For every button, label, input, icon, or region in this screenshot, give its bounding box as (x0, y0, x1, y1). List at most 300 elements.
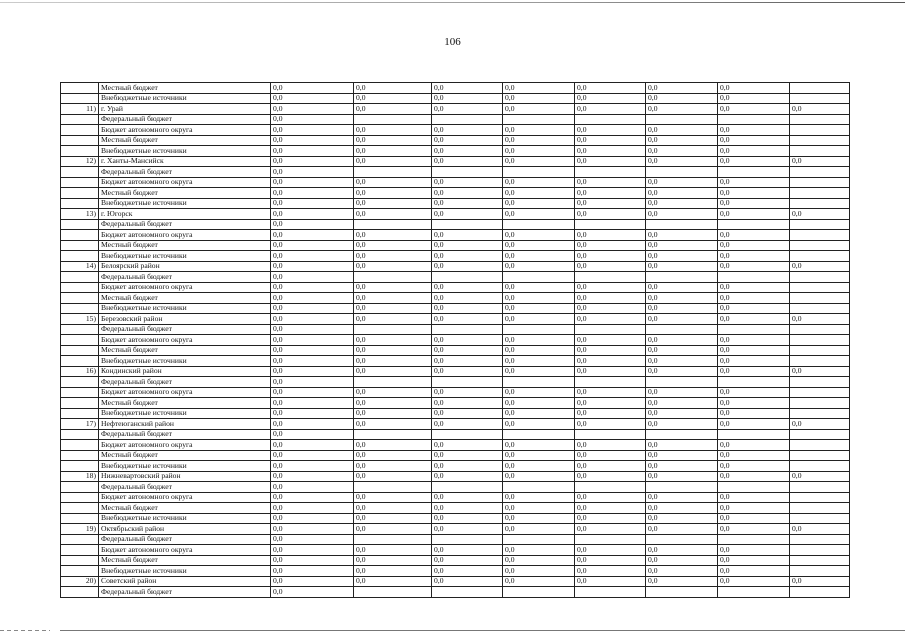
row-number (61, 240, 99, 251)
row-name: Бюджет автономного округа (99, 335, 271, 346)
value-cell: 0,0 (575, 230, 646, 241)
value-cell: 0,0 (271, 555, 354, 566)
value-cell (790, 188, 850, 199)
row-number (61, 125, 99, 136)
value-cell: 0,0 (432, 261, 503, 272)
value-cell: 0,0 (646, 513, 718, 524)
table-row (61, 440, 850, 451)
table-row (61, 93, 850, 104)
value-cell: 0,0 (432, 146, 503, 157)
value-cell (790, 503, 850, 514)
value-cell: 0,0 (354, 566, 432, 577)
row-name: Федеральный бюджет (99, 587, 271, 598)
value-cell: 0,0 (271, 419, 354, 430)
value-cell: 0,0 (790, 209, 850, 220)
value-cell (354, 167, 432, 178)
table-row (61, 104, 850, 115)
row-name: Местный бюджет (99, 240, 271, 251)
value-cell: 0,0 (718, 408, 790, 419)
value-cell: 0,0 (432, 188, 503, 199)
row-number (61, 219, 99, 230)
value-cell: 0,0 (575, 261, 646, 272)
value-cell: 0,0 (646, 419, 718, 430)
row-number (61, 513, 99, 524)
row-number (61, 188, 99, 199)
value-cell: 0,0 (271, 398, 354, 409)
value-cell: 0,0 (271, 83, 354, 94)
value-cell: 0,0 (432, 135, 503, 146)
value-cell: 0,0 (503, 335, 575, 346)
value-cell: 0,0 (646, 230, 718, 241)
value-cell: 0,0 (646, 503, 718, 514)
value-cell (575, 429, 646, 440)
value-cell: 0,0 (354, 282, 432, 293)
value-cell: 0,0 (575, 135, 646, 146)
row-number (61, 440, 99, 451)
value-cell: 0,0 (718, 492, 790, 503)
value-cell: 0,0 (354, 387, 432, 398)
value-cell: 0,0 (575, 314, 646, 325)
value-cell: 0,0 (503, 356, 575, 367)
table-row (61, 240, 850, 251)
value-cell: 0,0 (271, 450, 354, 461)
value-cell: 0,0 (432, 408, 503, 419)
row-number (61, 356, 99, 367)
value-cell (790, 587, 850, 598)
value-cell: 0,0 (646, 408, 718, 419)
value-cell: 0,0 (718, 356, 790, 367)
table-row (61, 156, 850, 167)
value-cell: 0,0 (271, 566, 354, 577)
row-name: Внебюджетные источники (99, 408, 271, 419)
value-cell (790, 377, 850, 388)
value-cell (575, 219, 646, 230)
value-cell (790, 566, 850, 577)
value-cell: 0,0 (271, 240, 354, 251)
value-cell: 0,0 (271, 461, 354, 472)
value-cell (790, 146, 850, 157)
value-cell: 0,0 (432, 240, 503, 251)
table-row (61, 587, 850, 598)
value-cell: 0,0 (718, 398, 790, 409)
value-cell: 0,0 (432, 83, 503, 94)
value-cell: 0,0 (646, 566, 718, 577)
value-cell: 0,0 (718, 524, 790, 535)
row-number: 18) (61, 471, 99, 482)
table-row (61, 188, 850, 199)
value-cell: 0,0 (432, 513, 503, 524)
value-cell: 0,0 (575, 566, 646, 577)
value-cell: 0,0 (354, 503, 432, 514)
value-cell: 0,0 (503, 366, 575, 377)
value-cell (432, 587, 503, 598)
table-row (61, 345, 850, 356)
value-cell: 0,0 (354, 240, 432, 251)
value-cell (790, 135, 850, 146)
value-cell: 0,0 (354, 146, 432, 157)
value-cell (646, 377, 718, 388)
value-cell: 0,0 (575, 408, 646, 419)
row-name: Федеральный бюджет (99, 167, 271, 178)
value-cell: 0,0 (646, 83, 718, 94)
value-cell (718, 587, 790, 598)
value-cell (354, 482, 432, 493)
value-cell (790, 125, 850, 136)
value-cell (790, 345, 850, 356)
value-cell (790, 534, 850, 545)
value-cell: 0,0 (718, 240, 790, 251)
row-name: Бюджет автономного округа (99, 282, 271, 293)
value-cell: 0,0 (271, 471, 354, 482)
row-number (61, 503, 99, 514)
table-row (61, 177, 850, 188)
value-cell: 0,0 (575, 387, 646, 398)
value-cell (790, 251, 850, 262)
value-cell: 0,0 (575, 104, 646, 115)
value-cell: 0,0 (503, 345, 575, 356)
value-cell (432, 114, 503, 125)
value-cell (432, 324, 503, 335)
value-cell: 0,0 (718, 156, 790, 167)
value-cell: 0,0 (271, 324, 354, 335)
value-cell: 0,0 (271, 104, 354, 115)
value-cell: 0,0 (575, 83, 646, 94)
value-cell: 0,0 (646, 240, 718, 251)
value-cell (790, 240, 850, 251)
row-name: Нефтеюганский район (99, 419, 271, 430)
row-number (61, 398, 99, 409)
value-cell (790, 93, 850, 104)
budget-table-body (61, 83, 850, 598)
value-cell: 0,0 (790, 261, 850, 272)
value-cell (432, 167, 503, 178)
value-cell (718, 114, 790, 125)
row-number (61, 135, 99, 146)
value-cell: 0,0 (503, 545, 575, 556)
value-cell (790, 440, 850, 451)
row-number (61, 146, 99, 157)
value-cell: 0,0 (354, 314, 432, 325)
value-cell (575, 534, 646, 545)
value-cell (575, 114, 646, 125)
value-cell: 0,0 (432, 177, 503, 188)
value-cell: 0,0 (271, 534, 354, 545)
value-cell: 0,0 (432, 440, 503, 451)
value-cell: 0,0 (271, 345, 354, 356)
value-cell: 0,0 (432, 293, 503, 304)
value-cell (354, 534, 432, 545)
value-cell: 0,0 (354, 209, 432, 220)
value-cell (718, 534, 790, 545)
value-cell (790, 461, 850, 472)
row-name: Местный бюджет (99, 83, 271, 94)
value-cell: 0,0 (271, 209, 354, 220)
value-cell: 0,0 (354, 188, 432, 199)
value-cell (503, 272, 575, 283)
value-cell: 0,0 (503, 156, 575, 167)
value-cell: 0,0 (718, 104, 790, 115)
value-cell: 0,0 (354, 230, 432, 241)
value-cell: 0,0 (354, 398, 432, 409)
value-cell: 0,0 (718, 566, 790, 577)
row-name: Внебюджетные источники (99, 566, 271, 577)
value-cell: 0,0 (575, 188, 646, 199)
value-cell (354, 324, 432, 335)
value-cell: 0,0 (718, 450, 790, 461)
value-cell: 0,0 (503, 566, 575, 577)
value-cell: 0,0 (646, 188, 718, 199)
value-cell: 0,0 (575, 335, 646, 346)
value-cell: 0,0 (646, 398, 718, 409)
row-name: Местный бюджет (99, 345, 271, 356)
value-cell: 0,0 (271, 408, 354, 419)
row-name: Федеральный бюджет (99, 324, 271, 335)
value-cell (790, 230, 850, 241)
value-cell: 0,0 (503, 198, 575, 209)
row-name: Федеральный бюджет (99, 534, 271, 545)
value-cell (646, 114, 718, 125)
value-cell (790, 177, 850, 188)
value-cell: 0,0 (354, 419, 432, 430)
value-cell: 0,0 (575, 198, 646, 209)
row-number (61, 282, 99, 293)
value-cell: 0,0 (503, 503, 575, 514)
value-cell: 0,0 (432, 93, 503, 104)
value-cell: 0,0 (718, 135, 790, 146)
table-row (61, 293, 850, 304)
value-cell (575, 324, 646, 335)
value-cell: 0,0 (503, 188, 575, 199)
budget-table (60, 82, 850, 598)
value-cell: 0,0 (354, 408, 432, 419)
value-cell (790, 324, 850, 335)
value-cell: 0,0 (575, 545, 646, 556)
row-name: Федеральный бюджет (99, 219, 271, 230)
row-name: г. Ханты-Мансийск (99, 156, 271, 167)
value-cell: 0,0 (718, 209, 790, 220)
value-cell (503, 219, 575, 230)
value-cell (790, 513, 850, 524)
table-row (61, 377, 850, 388)
value-cell (432, 272, 503, 283)
value-cell (646, 587, 718, 598)
value-cell (790, 492, 850, 503)
row-name: Кондинский район (99, 366, 271, 377)
row-number (61, 198, 99, 209)
value-cell: 0,0 (271, 198, 354, 209)
value-cell (718, 272, 790, 283)
value-cell (718, 219, 790, 230)
value-cell: 0,0 (718, 293, 790, 304)
table-row (61, 219, 850, 230)
value-cell: 0,0 (646, 345, 718, 356)
value-cell (503, 324, 575, 335)
value-cell: 0,0 (354, 356, 432, 367)
value-cell: 0,0 (718, 387, 790, 398)
row-name: Бюджет автономного округа (99, 177, 271, 188)
row-number (61, 377, 99, 388)
value-cell: 0,0 (575, 156, 646, 167)
value-cell: 0,0 (354, 440, 432, 451)
value-cell: 0,0 (503, 282, 575, 293)
value-cell: 0,0 (271, 177, 354, 188)
value-cell: 0,0 (575, 503, 646, 514)
value-cell: 0,0 (718, 251, 790, 262)
row-number: 15) (61, 314, 99, 325)
value-cell: 0,0 (646, 461, 718, 472)
value-cell (354, 587, 432, 598)
table-row (61, 146, 850, 157)
row-name: Октябрьский район (99, 524, 271, 535)
value-cell: 0,0 (575, 513, 646, 524)
value-cell (718, 167, 790, 178)
row-number (61, 251, 99, 262)
row-name: Федеральный бюджет (99, 429, 271, 440)
value-cell: 0,0 (271, 282, 354, 293)
value-cell: 0,0 (718, 555, 790, 566)
value-cell: 0,0 (646, 335, 718, 346)
value-cell: 0,0 (271, 482, 354, 493)
value-cell: 0,0 (432, 303, 503, 314)
table-row (61, 261, 850, 272)
row-name: Местный бюджет (99, 188, 271, 199)
value-cell (718, 429, 790, 440)
value-cell: 0,0 (646, 293, 718, 304)
value-cell (790, 83, 850, 94)
value-cell: 0,0 (354, 303, 432, 314)
value-cell: 0,0 (718, 461, 790, 472)
row-number (61, 293, 99, 304)
value-cell (718, 482, 790, 493)
value-cell: 0,0 (718, 146, 790, 157)
value-cell: 0,0 (271, 146, 354, 157)
value-cell: 0,0 (432, 387, 503, 398)
row-number (61, 450, 99, 461)
value-cell (503, 114, 575, 125)
value-cell: 0,0 (271, 230, 354, 241)
value-cell: 0,0 (271, 125, 354, 136)
table-row (61, 366, 850, 377)
value-cell: 0,0 (503, 230, 575, 241)
row-name: Внебюджетные источники (99, 146, 271, 157)
value-cell: 0,0 (432, 335, 503, 346)
value-cell: 0,0 (790, 419, 850, 430)
value-cell: 0,0 (503, 440, 575, 451)
value-cell: 0,0 (354, 576, 432, 587)
value-cell (646, 219, 718, 230)
table-row (61, 335, 850, 346)
value-cell: 0,0 (575, 576, 646, 587)
value-cell (646, 429, 718, 440)
row-name: Бюджет автономного округа (99, 492, 271, 503)
row-name: Березовский район (99, 314, 271, 325)
value-cell: 0,0 (646, 492, 718, 503)
value-cell: 0,0 (646, 303, 718, 314)
row-number (61, 492, 99, 503)
value-cell: 0,0 (432, 230, 503, 241)
value-cell: 0,0 (354, 93, 432, 104)
value-cell: 0,0 (503, 251, 575, 262)
value-cell: 0,0 (575, 209, 646, 220)
value-cell: 0,0 (503, 492, 575, 503)
table-row (61, 209, 850, 220)
row-number (61, 461, 99, 472)
value-cell: 0,0 (646, 471, 718, 482)
value-cell: 0,0 (271, 440, 354, 451)
table-row (61, 135, 850, 146)
value-cell: 0,0 (432, 366, 503, 377)
value-cell: 0,0 (271, 587, 354, 598)
row-number (61, 429, 99, 440)
value-cell: 0,0 (271, 188, 354, 199)
row-number (61, 83, 99, 94)
value-cell: 0,0 (646, 156, 718, 167)
row-name: Федеральный бюджет (99, 114, 271, 125)
row-number (61, 566, 99, 577)
value-cell: 0,0 (575, 356, 646, 367)
value-cell: 0,0 (503, 240, 575, 251)
value-cell: 0,0 (790, 524, 850, 535)
value-cell (503, 167, 575, 178)
value-cell: 0,0 (575, 440, 646, 451)
row-name: Белоярский район (99, 261, 271, 272)
row-name: Советский район (99, 576, 271, 587)
value-cell: 0,0 (718, 503, 790, 514)
value-cell (790, 356, 850, 367)
value-cell (646, 324, 718, 335)
value-cell: 0,0 (271, 261, 354, 272)
value-cell: 0,0 (790, 366, 850, 377)
value-cell: 0,0 (646, 450, 718, 461)
value-cell: 0,0 (432, 125, 503, 136)
row-name: Местный бюджет (99, 135, 271, 146)
value-cell: 0,0 (575, 345, 646, 356)
value-cell (432, 482, 503, 493)
value-cell: 0,0 (354, 545, 432, 556)
value-cell: 0,0 (646, 282, 718, 293)
value-cell: 0,0 (718, 93, 790, 104)
table-row (61, 282, 850, 293)
value-cell (432, 429, 503, 440)
value-cell: 0,0 (646, 555, 718, 566)
value-cell: 0,0 (271, 335, 354, 346)
value-cell (790, 408, 850, 419)
row-number (61, 167, 99, 178)
value-cell: 0,0 (432, 555, 503, 566)
value-cell (575, 272, 646, 283)
value-cell: 0,0 (718, 314, 790, 325)
value-cell: 0,0 (503, 293, 575, 304)
value-cell: 0,0 (503, 398, 575, 409)
row-name: Нижневартовский район (99, 471, 271, 482)
row-number (61, 303, 99, 314)
value-cell: 0,0 (354, 125, 432, 136)
table-row (61, 314, 850, 325)
row-name: Местный бюджет (99, 398, 271, 409)
value-cell: 0,0 (646, 198, 718, 209)
value-cell: 0,0 (432, 345, 503, 356)
value-cell: 0,0 (354, 293, 432, 304)
value-cell: 0,0 (718, 440, 790, 451)
table-row (61, 398, 850, 409)
table-row (61, 576, 850, 587)
value-cell: 0,0 (503, 513, 575, 524)
row-name: Местный бюджет (99, 503, 271, 514)
value-cell: 0,0 (432, 209, 503, 220)
table-row (61, 471, 850, 482)
value-cell: 0,0 (354, 524, 432, 535)
value-cell: 0,0 (432, 461, 503, 472)
